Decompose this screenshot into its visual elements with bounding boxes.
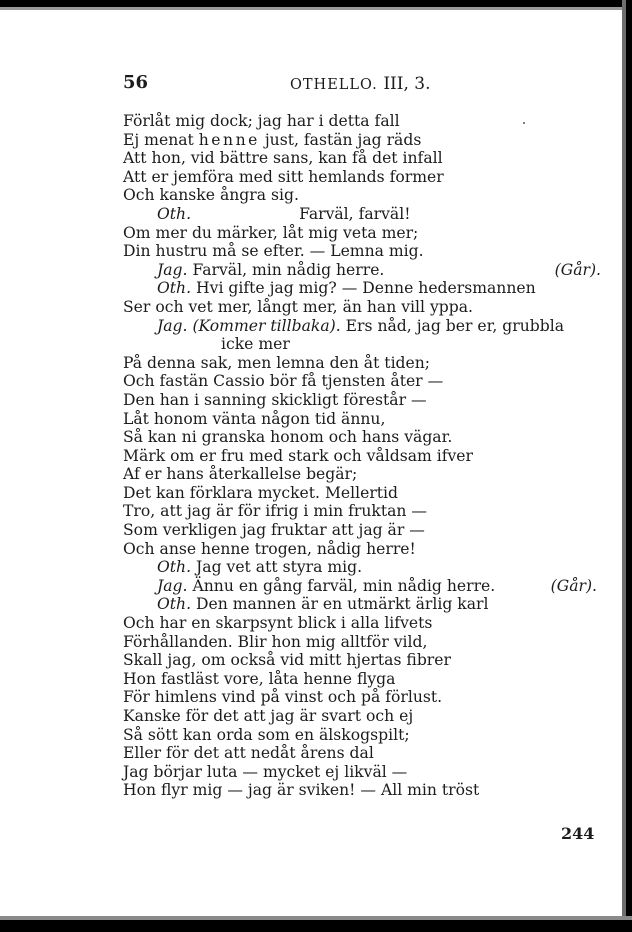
verse-line: Och anse henne trogen, nådig herre! <box>123 539 416 558</box>
running-head <box>290 74 431 94</box>
verse-line: Oth. Den mannen är en utmärkt ärlig karl <box>157 595 489 614</box>
verse-text <box>123 112 613 800</box>
verse-line: Hon flyr mig — jag är sviken! — All min tröst <box>123 781 480 800</box>
verse-line: Eller för det att nedåt årens dal <box>123 744 374 763</box>
scan-border-bottom <box>0 920 632 932</box>
verse-line: Som verkligen jag fruktar att jag är — <box>123 521 425 540</box>
verse-line: Jag. Farväl, min nådig herre. (Går). <box>157 260 601 279</box>
verse-line: Låt honom vänta någon tid ännu, <box>123 409 386 428</box>
verse-line: Oth. Jag vet att styra mig. <box>157 558 363 577</box>
verse-line: Och kanske ångra sig. <box>123 186 299 205</box>
verse-line: Oth. Hvi gifte jag mig? — Denne hedersmannen <box>157 279 536 298</box>
verse-line: Tro, att jag är för ifrig i min fruktan — <box>123 502 428 521</box>
verse-line: Kanske för det att jag är svart och ej <box>123 707 414 725</box>
verse-line: Förhållanden. Blir hon mig alltför vild, <box>123 632 428 651</box>
stage-direction: (Kommer tillbaka). <box>192 316 341 335</box>
speaker-label: Oth. <box>157 279 192 298</box>
stage-direction: (Går). <box>554 260 601 279</box>
verse-line: Om mer du märker, låt mig veta mer; <box>123 223 419 242</box>
verse-line: Ser och vet mer, långt mer, än han vill yppa. <box>123 297 473 316</box>
verse-line: Skall jag, om också vid mitt hjertas fibrer <box>123 651 451 670</box>
verse-line: icke mer <box>221 335 290 354</box>
stage-direction: (Går). <box>550 576 597 595</box>
scan-border-bottom-shade <box>0 916 632 920</box>
verse-line: På denna sak, men lemna den åt tiden; <box>123 353 431 372</box>
verse-line: Och har en skarpsynt blick i alla lifvets <box>123 614 433 633</box>
scan-border-top-shade <box>0 7 632 10</box>
verse-line: Förlåt mig dock; jag har i detta fall <box>123 112 400 130</box>
speaker-label: Jag. <box>157 576 188 595</box>
speaker-label: Jag. <box>157 316 188 335</box>
verse-line: Af er hans återkallelse begär; <box>123 465 358 484</box>
verse-line: Din hustru må se efter. — Lemna mig. <box>123 242 424 261</box>
verse-line: Att er jemföra med sitt hemlands former <box>123 167 444 186</box>
verse-line: Märk om er fru med stark och våldsam ifver <box>123 446 473 465</box>
verse-line: Ej menat henne just, fastän jag räds <box>123 130 422 149</box>
verse-line: Så sött kan orda som en älskogspilt; <box>123 725 410 744</box>
verse-line: Det kan förklara mycket. Mellertid <box>123 483 399 502</box>
scan-border-right <box>626 0 632 932</box>
speaker-label: Jag. <box>157 260 188 279</box>
speaker-label: Oth. <box>157 204 192 223</box>
verse-line: Att hon, vid bättre sans, kan få det infall <box>123 149 443 168</box>
signature-mark: 244 <box>561 824 595 843</box>
page-number: 56 <box>123 72 149 93</box>
verse-line: Och fastän Cassio bör få tjensten åter — <box>123 372 444 391</box>
verse-line: Jag. (Kommer tillbaka). Ers nåd, jag ber er, grubbla <box>157 316 564 335</box>
verse-line: Den han i sanning skickligt förestår — <box>123 390 427 409</box>
running-head-title: OTHELLO. <box>290 77 378 93</box>
verse-line: För himlens vind på vinst och på förlust. <box>123 688 443 707</box>
running-head-act-scene: III, 3. <box>383 74 431 94</box>
verse-line: Så kan ni granska honom och hans vägar. <box>123 428 453 447</box>
scan-border-right-shade <box>622 0 626 932</box>
verse-line: Oth. Farväl, farväl! <box>157 204 411 223</box>
emphasized-word: henne <box>198 130 260 149</box>
verse-line: Jag. Ännu en gång farväl, min nådig herre. (Går). <box>157 576 597 595</box>
verse-line: Jag börjar luta — mycket ej likväl — <box>123 762 408 781</box>
speaker-label: Oth. <box>157 595 192 614</box>
verse-line: Hon fastläst vore, låta henne flyga <box>123 669 396 688</box>
speaker-label: Oth. <box>157 558 192 577</box>
